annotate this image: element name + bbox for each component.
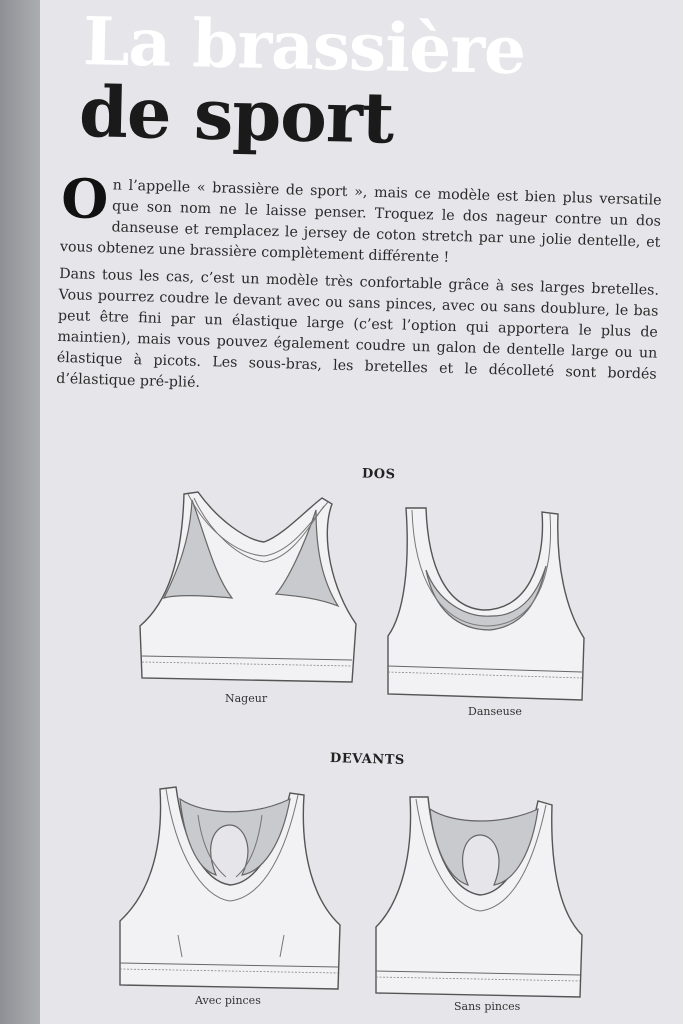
sans-pinces-caption: Sans pinces bbox=[454, 1000, 521, 1013]
danseuse-caption: Danseuse bbox=[468, 705, 522, 718]
title-line-2: de sport bbox=[78, 70, 395, 160]
body-text bbox=[56, 166, 662, 413]
nageur-back-drawing bbox=[136, 490, 361, 685]
intro-paragraph bbox=[59, 166, 662, 275]
sans-pinces-front-drawing bbox=[374, 795, 584, 1000]
avec-pinces-front-drawing bbox=[118, 785, 343, 990]
danseuse-back-drawing bbox=[386, 506, 586, 701]
devants-heading: DEVANTS bbox=[329, 751, 405, 768]
drop-cap: O bbox=[60, 166, 110, 232]
intro-text: n l’appelle « brassière de sport », mais ce modèle est bien plus versatile que son nom ne le laisse penser. Troquez le dos nageur contre un dos danseuse et remplacez le jersey de coton stretch par une jolie dentelle, et vous obtenez une brassière complètement différente ! bbox=[59, 177, 662, 266]
dos-heading: DOS bbox=[361, 466, 396, 483]
title-line-1: La brassière bbox=[82, 2, 526, 90]
second-paragraph: Dans tous les cas, c’est un modèle très confortable grâce à ses larges bretelles. Vous pourrez coudre le devant avec ou sans pinces, avec ou sans doublure, le bas peut être fini par un élastique large (c’est l’option qui apportera le plus de maintien), mais vous pouvez également coudre un galon de dentelle large ou un élastique à picots. Les sous-bras, les bretelles et le décolleté sont bordés d’élastique pré-plié. bbox=[56, 265, 660, 391]
avec-pinces-caption: Avec pinces bbox=[195, 994, 261, 1007]
nageur-caption: Nageur bbox=[225, 692, 268, 705]
